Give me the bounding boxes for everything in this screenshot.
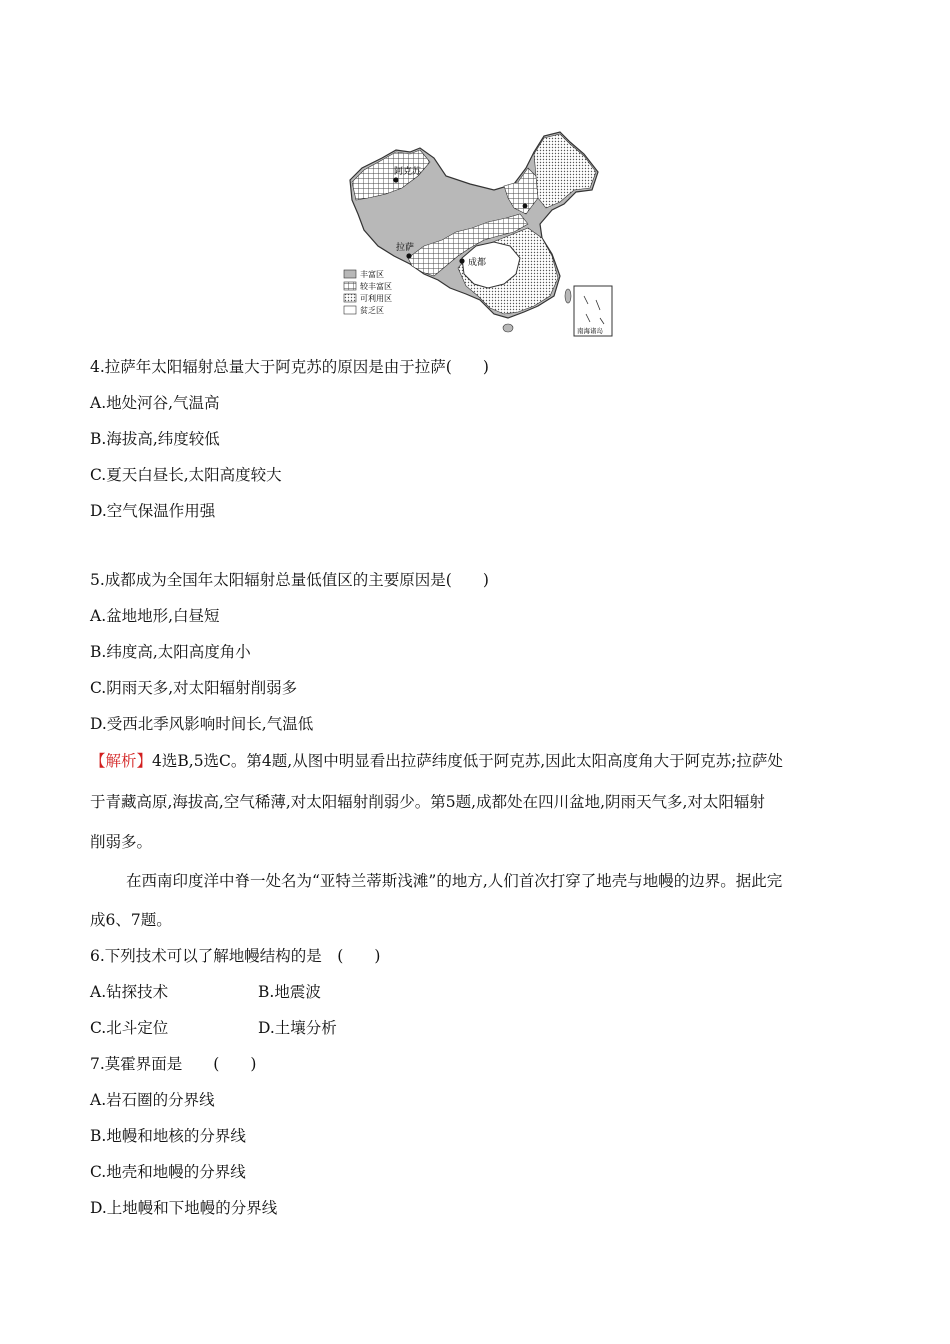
svg-text:丰富区: 丰富区	[360, 270, 384, 279]
beijing-dot	[523, 204, 528, 209]
q5-option-b: B.纬度高,太阳高度角小	[90, 643, 251, 661]
q6-option-a: A.钻探技术	[90, 983, 169, 1001]
q4-option-c: C.夏天白昼长,太阳高度较大	[90, 466, 282, 484]
q7-option-c: C.地壳和地幔的分界线	[90, 1163, 246, 1181]
lhasa-label: 拉萨	[396, 243, 415, 253]
chengdu-label: 成都	[468, 258, 487, 268]
taiwan-island	[565, 289, 571, 303]
q6-option-d: D.土壤分析	[258, 1019, 337, 1037]
passage-line-2: 成6、7题。	[90, 911, 172, 929]
solar-radiation-map	[338, 128, 616, 340]
q5-option-a: A.盆地地形,白昼短	[90, 607, 220, 625]
q5-option-d: D.受西北季风影响时间长,气温低	[90, 715, 314, 733]
q4-stem: 4.拉萨年太阳辐射总量大于阿克苏的原因是由于拉萨( )	[90, 358, 489, 376]
svg-text:南海诸岛: 南海诸岛	[577, 327, 603, 335]
aksu-label: 阿克苏	[394, 167, 422, 177]
q6-options-row-2	[90, 1018, 337, 1038]
chengdu-dot	[459, 258, 464, 263]
svg-text:较丰富区: 较丰富区	[360, 282, 392, 291]
q7-option-a: A.岩石圈的分界线	[90, 1091, 215, 1109]
region-northeast-dots	[534, 134, 596, 208]
analysis-tag: 【解析】	[90, 752, 153, 770]
q4-option-a: A.地处河谷,气温高	[90, 394, 220, 412]
q7-stem: 7.莫霍界面是 ( )	[90, 1055, 257, 1073]
q5-option-c: C.阴雨天多,对太阳辐射削弱多	[90, 679, 298, 697]
south-sea-inset	[574, 286, 612, 336]
q7-option-b: B.地幔和地核的分界线	[90, 1127, 246, 1145]
svg-text:贫乏区: 贫乏区	[360, 306, 384, 315]
map-legend	[344, 269, 392, 315]
q6-option-b: B.地震波	[258, 983, 321, 1001]
q7-option-d: D.上地幔和下地幔的分界线	[90, 1199, 278, 1217]
q6-options-row-1	[90, 982, 321, 1002]
analysis-line-1: 【解析】4选B,5选C。第4题,从图中明显看出拉萨纬度低于阿克苏,因此太阳高度角大于阿克苏;拉萨处	[90, 752, 783, 770]
q4-option-d: D.空气保温作用强	[90, 502, 216, 520]
lhasa-dot	[406, 253, 411, 258]
passage-line-1: 在西南印度洋中脊一处名为“亚特兰蒂斯浅滩”的地方,人们首次打穿了地壳与地幔的边界。据此完	[126, 872, 783, 890]
aksu-dot	[393, 177, 398, 182]
q6-option-c: C.北斗定位	[90, 1019, 169, 1037]
q5-stem: 5.成都成为全国年太阳辐射总量低值区的主要原因是( )	[90, 571, 489, 589]
analysis-line-2: 于青藏高原,海拔高,空气稀薄,对太阳辐射削弱少。第5题,成都处在四川盆地,阴雨天气多,对太阳辐射	[90, 793, 765, 811]
analysis-line-3: 削弱多。	[90, 833, 153, 851]
svg-text:可利用区: 可利用区	[360, 294, 392, 303]
q6-stem: 6.下列技术可以了解地幔结构的是 ( )	[90, 947, 381, 965]
q4-option-b: B.海拔高,纬度较低	[90, 430, 220, 448]
hainan-island	[503, 324, 513, 332]
